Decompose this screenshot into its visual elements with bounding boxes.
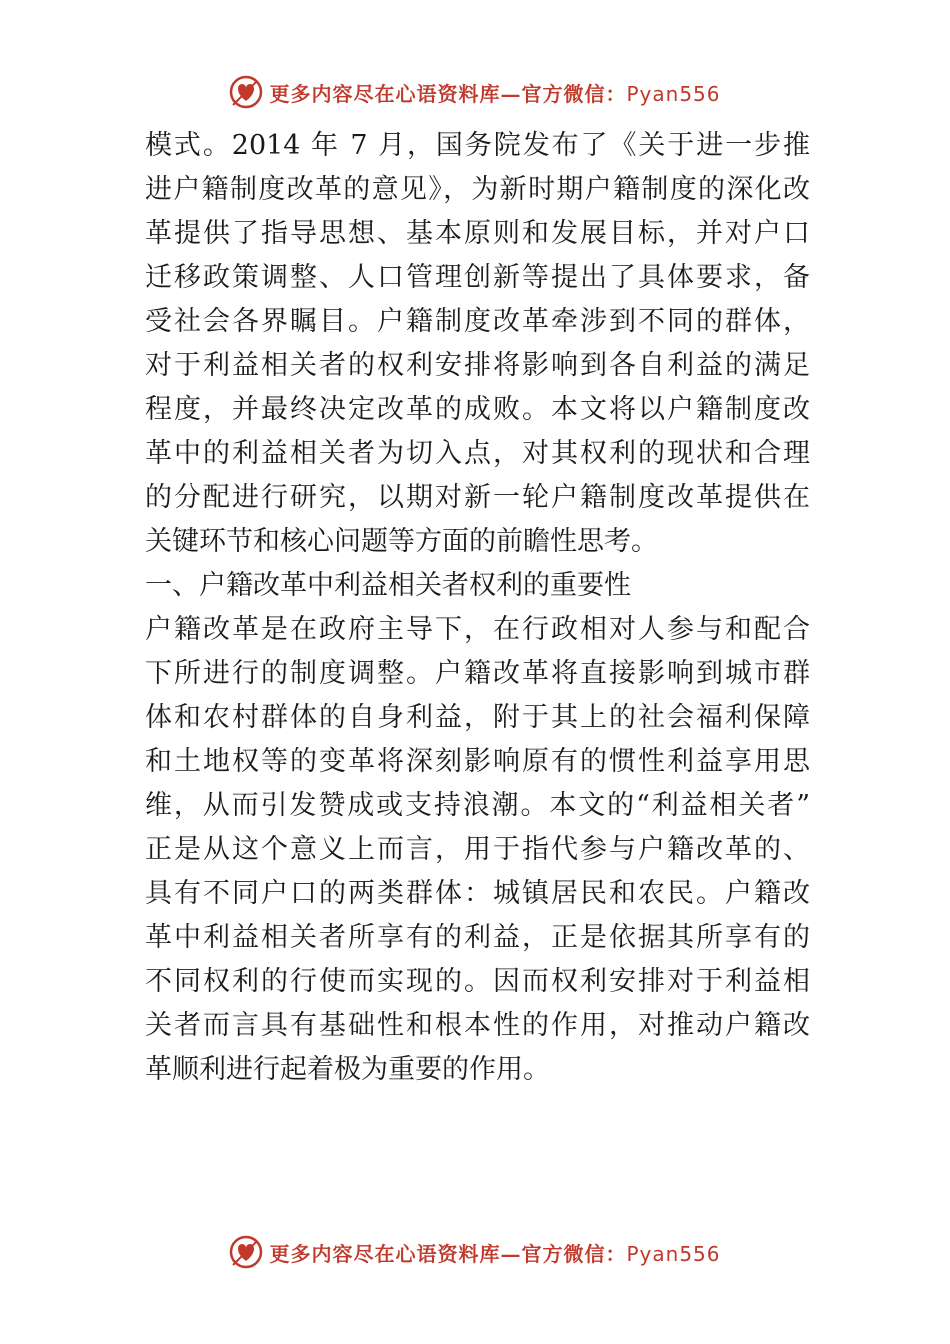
watermark-text: 更多内容尽在心语资料库—官方微信：Pyan556 [269,81,721,106]
text-line: 下所进行的制度调整。户籍改革将直接影响到城市群 [145,658,810,689]
header-watermark [0,72,950,112]
text-line: 和土地权等的变革将深刻影响原有的惯性利益享用思 [145,746,810,777]
text-line: 的分配进行研究，以期对新一轮户籍制度改革提供在 [145,482,810,513]
text-line: 体和农村群体的自身利益，附于其上的社会福利保障 [145,702,810,733]
text-line: 关者而言具有基础性和根本性的作用，对推动户籍改 [145,1010,810,1041]
document-body [145,124,810,1092]
text-line: 关键环节和核心问题等方面的前瞻性思考。 [145,526,658,557]
text-line: 革中利益相关者所享有的利益，正是依据其所享有的 [145,922,810,953]
watermark-text: 更多内容尽在心语资料库—官方微信：Pyan556 [269,1241,721,1266]
text-line: 户籍改革是在政府主导下，在行政相对人参与和配合 [145,614,810,645]
text-line: 正是从这个意义上而言，用于指代参与户籍改革的、 [145,834,810,865]
text-line: 具有不同户口的两类群体：城镇居民和农民。户籍改 [145,878,810,909]
heart-logo-icon [229,75,263,109]
text-line: 革中的利益相关者为切入点，对其权利的现状和合理 [145,438,810,469]
text-line: 对于利益相关者的权利安排将影响到各自利益的满足 [145,350,810,381]
text-line: 革提供了指导思想、基本原则和发展目标，并对户口 [145,218,810,249]
text-line: 程度，并最终决定改革的成败。本文将以户籍制度改 [145,394,810,425]
text-line: 受社会各界瞩目。户籍制度改革牵涉到不同的群体， [145,306,810,337]
footer-watermark [0,1232,950,1272]
section-heading: 一、户籍改革中利益相关者权利的重要性 [145,570,631,601]
text-line: 革顺利进行起着极为重要的作用。 [145,1054,550,1085]
text-line: 进户籍制度改革的意见》，为新时期户籍制度的深化改 [145,174,810,205]
text-line: 迁移政策调整、人口管理创新等提出了具体要求，备 [145,262,810,293]
text-line: 不同权利的行使而实现的。因而权利安排对于利益相 [145,966,810,997]
heart-logo-icon [229,1235,263,1269]
text-line: 维，从而引发赞成或支持浪潮。本文的“利益相关者” [145,790,810,821]
text-line: 模式。2014 年 7 月，国务院发布了《关于进一步推 [145,130,810,161]
